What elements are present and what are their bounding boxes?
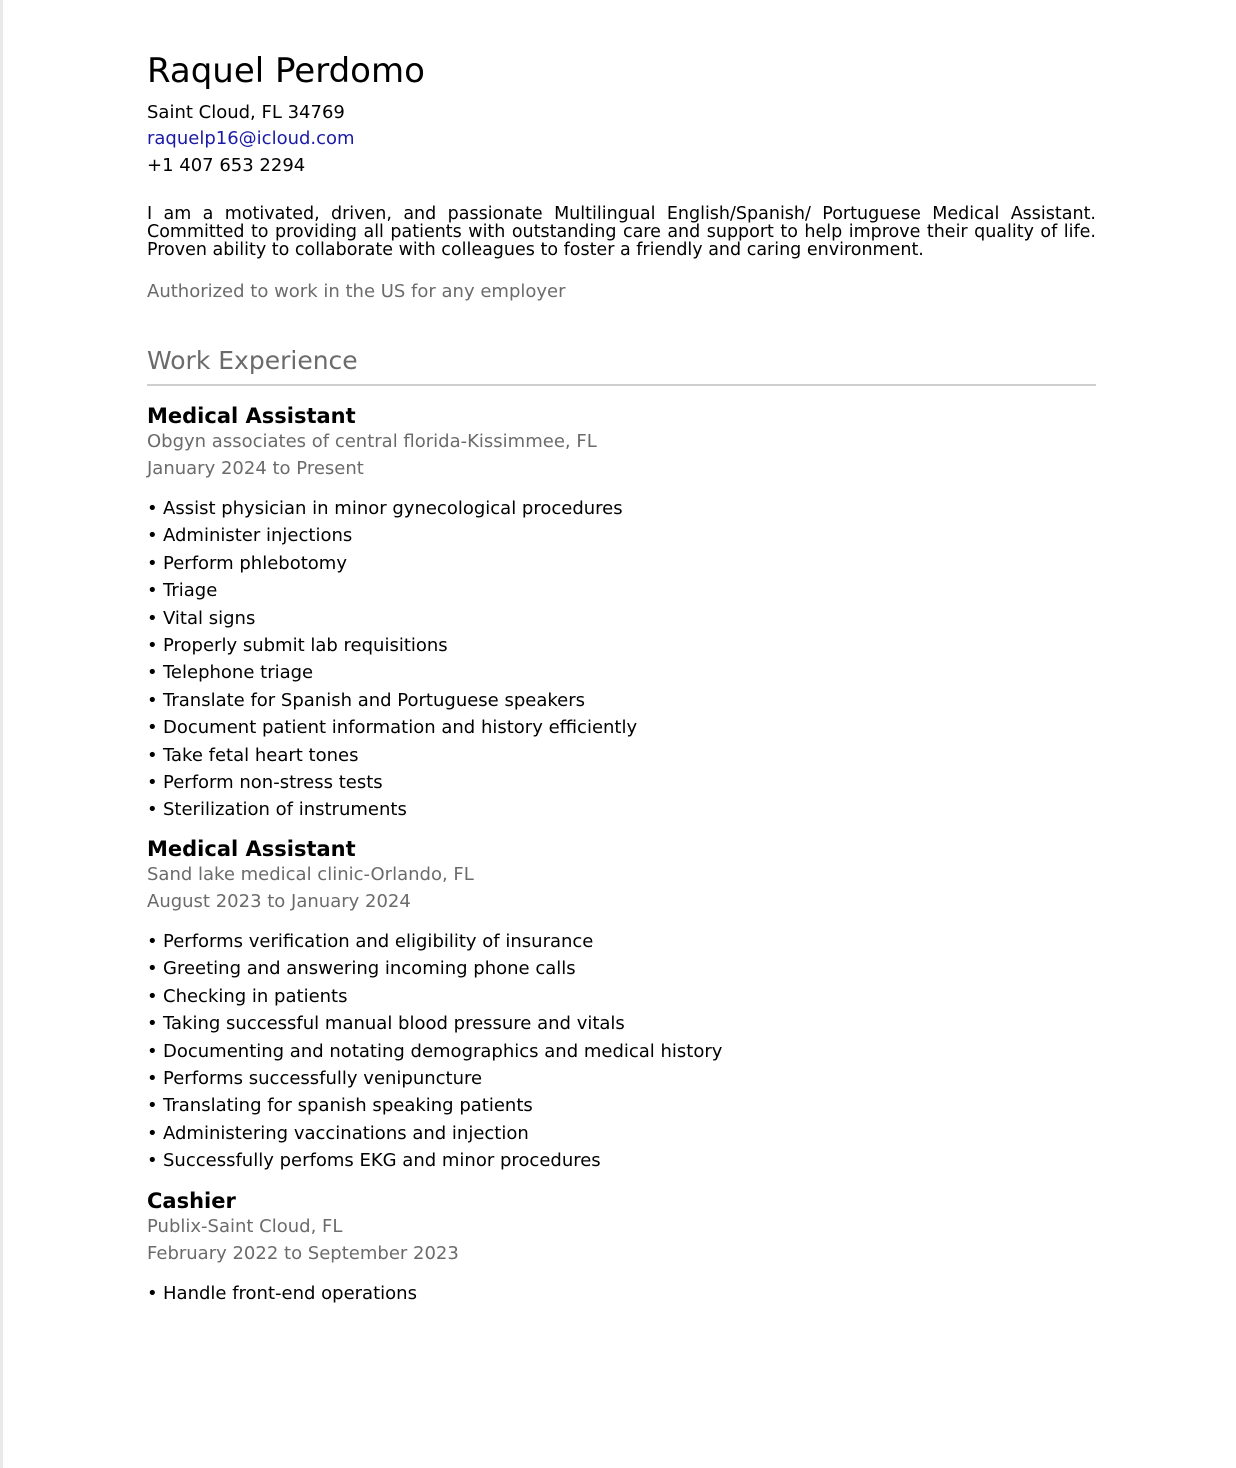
job-duty-item	[147, 1065, 1096, 1092]
job-duty-text: Properly submit lab requisitions	[163, 634, 448, 656]
job-duty-text: Administering vaccinations and injection	[163, 1122, 529, 1144]
job-company: Obgyn associates of central florida-Kissimmee, FL	[147, 431, 597, 452]
job-duty-text: Telephone triage	[163, 662, 314, 684]
bullet-icon: •	[147, 958, 158, 980]
section-title-work-experience: Work Experience	[147, 346, 358, 375]
job-duty-text: Taking successful manual blood pressure and vitals	[163, 1013, 625, 1035]
job-duty-text: Take fetal heart tones	[163, 744, 359, 766]
contact-email-link[interactable]: raquelp16@icloud.com	[147, 128, 355, 149]
job-entry	[147, 1188, 1096, 1307]
bullet-icon: •	[147, 634, 158, 656]
job-duty-item	[147, 796, 1096, 823]
job-dates: January 2024 to Present	[147, 457, 364, 479]
job-duties-list	[147, 495, 1096, 824]
job-duty-item	[147, 714, 1096, 741]
job-duty-text: Performs successfully venipuncture	[163, 1067, 483, 1089]
bullet-icon: •	[147, 771, 158, 793]
bullet-icon: •	[147, 1095, 158, 1117]
job-duty-text: Documenting and notating demographics and medical history	[163, 1040, 723, 1062]
bullet-icon: •	[147, 1122, 158, 1144]
job-dates: August 2023 to January 2024	[147, 890, 411, 912]
job-entry	[147, 836, 1096, 1175]
job-duty-text: Vital signs	[163, 607, 256, 629]
bullet-icon: •	[147, 717, 158, 739]
job-duty-text: Perform phlebotomy	[163, 552, 347, 574]
bullet-icon: •	[147, 985, 158, 1007]
job-duty-text: Administer injections	[163, 525, 353, 547]
candidate-name: Raquel Perdomo	[147, 51, 425, 91]
bullet-icon: •	[147, 689, 158, 711]
bullet-icon: •	[147, 1283, 158, 1304]
job-duty-item	[147, 928, 1096, 955]
bullet-icon: •	[147, 662, 158, 684]
bullet-icon: •	[147, 607, 158, 629]
job-title: Cashier	[147, 1189, 236, 1213]
job-dates: February 2022 to September 2023	[147, 1242, 459, 1264]
job-title: Medical Assistant	[147, 837, 356, 861]
job-duty-item	[147, 687, 1096, 714]
job-duty-text: Handle front-end operations	[163, 1283, 417, 1304]
job-company: Sand lake medical clinic-Orlando, FL	[147, 864, 474, 885]
section-divider	[147, 384, 1096, 386]
professional-summary: I am a motivated, driven, and passionate Multilingual English/Spanish/ Portuguese Medical Assistant. Committed to providing all patients with outstanding care and support to help improve their quality of life. Proven ability to collaborate with colleagues to foster a friendly and caring environment.	[147, 204, 1096, 260]
job-duty-text: Triage	[163, 580, 218, 602]
job-duty-item	[147, 495, 1096, 522]
job-duty-text: Greeting and answering incoming phone calls	[163, 958, 576, 980]
job-duty-item	[147, 769, 1096, 796]
job-duty-text: Perform non-stress tests	[163, 771, 383, 793]
bullet-icon: •	[147, 744, 158, 766]
job-duty-item	[147, 955, 1096, 982]
bullet-icon: •	[147, 1013, 158, 1035]
job-duty-text: Assist physician in minor gynecological procedures	[163, 498, 623, 519]
job-duty-item	[147, 1092, 1096, 1119]
job-duties-list	[147, 1280, 1096, 1307]
page-left-edge	[0, 0, 3, 1468]
contact-address: Saint Cloud, FL 34769	[147, 102, 345, 123]
job-duty-item	[147, 605, 1096, 632]
job-duty-item	[147, 632, 1096, 659]
job-duty-item	[147, 550, 1096, 577]
job-duty-item	[147, 1147, 1096, 1174]
job-duty-text: Successfully perfoms EKG and minor procedures	[163, 1150, 601, 1172]
job-duty-item	[147, 1280, 1096, 1307]
job-duty-text: Checking in patients	[163, 985, 348, 1007]
job-duty-item	[147, 1038, 1096, 1065]
job-entry	[147, 403, 1096, 824]
job-duty-text: Document patient information and history efficiently	[163, 717, 638, 739]
job-duty-item	[147, 659, 1096, 686]
bullet-icon: •	[147, 552, 158, 574]
job-company: Publix-Saint Cloud, FL	[147, 1216, 343, 1237]
job-duty-item	[147, 983, 1096, 1010]
bullet-icon: •	[147, 1150, 158, 1172]
bullet-icon: •	[147, 1067, 158, 1089]
bullet-icon: •	[147, 525, 158, 547]
job-duty-item	[147, 522, 1096, 549]
work-authorization: Authorized to work in the US for any employer	[147, 281, 566, 302]
bullet-icon: •	[147, 931, 158, 952]
job-title: Medical Assistant	[147, 404, 356, 428]
job-duty-text: Performs verification and eligibility of insurance	[163, 931, 594, 952]
job-duty-item	[147, 577, 1096, 604]
bullet-icon: •	[147, 580, 158, 602]
contact-phone: +1 407 653 2294	[147, 155, 306, 176]
job-duty-text: Translate for Spanish and Portuguese speakers	[163, 689, 586, 711]
job-duties-list	[147, 928, 1096, 1175]
job-duty-text: Translating for spanish speaking patients	[163, 1095, 533, 1117]
job-duty-text: Sterilization of instruments	[163, 799, 407, 821]
job-duty-item	[147, 742, 1096, 769]
job-duty-item	[147, 1010, 1096, 1037]
job-duty-item	[147, 1120, 1096, 1147]
bullet-icon: •	[147, 799, 158, 821]
bullet-icon: •	[147, 498, 158, 519]
bullet-icon: •	[147, 1040, 158, 1062]
